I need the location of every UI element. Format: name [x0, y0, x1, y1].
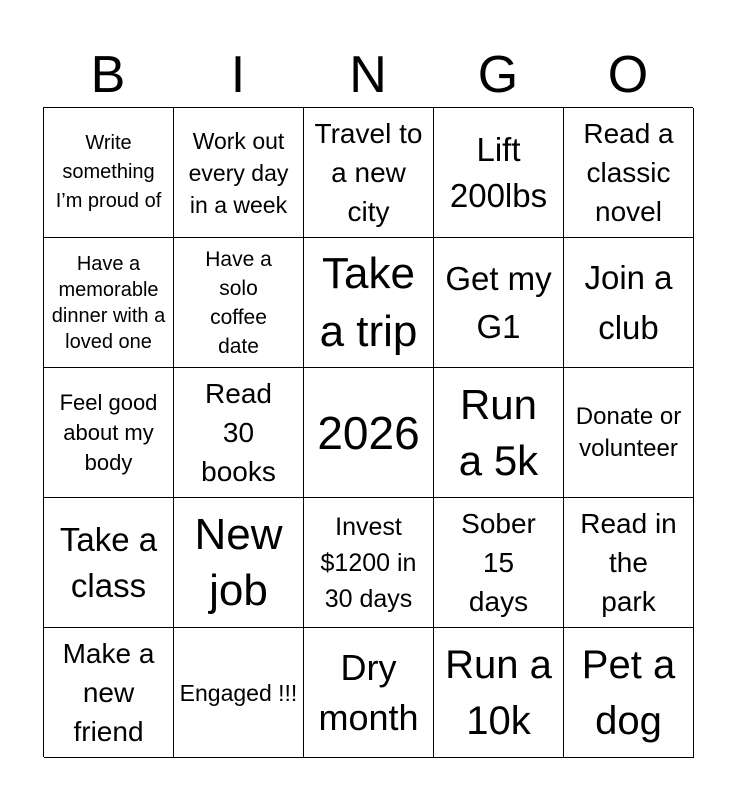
bingo-cell: Donate or volunteer [564, 368, 694, 498]
bingo-cell: Have a solo coffee date [174, 238, 304, 368]
bingo-cell: Make a new friend [44, 628, 174, 758]
bingo-cell: Invest $1200 in 30 days [304, 498, 434, 628]
bingo-cell: Read a classic novel [564, 108, 694, 238]
bingo-cell: Take a trip [304, 238, 434, 368]
bingo-cell: Dry month [304, 628, 434, 758]
bingo-cell: Feel good about my body [44, 368, 174, 498]
bingo-cell: Read 30 books [174, 368, 304, 498]
bingo-cell: Have a memorable dinner with a loved one [44, 238, 174, 368]
bingo-cell: Pet a dog [564, 628, 694, 758]
bingo-cell: Travel to a new city [304, 108, 434, 238]
bingo-cell: Write something I’m proud of [44, 108, 174, 238]
bingo-header [43, 44, 693, 106]
bingo-cell: 2026 [304, 368, 434, 498]
bingo-cell: Lift 200lbs [434, 108, 564, 238]
bingo-cell: Run a 5k [434, 368, 564, 498]
bingo-cell: Take a class [44, 498, 174, 628]
bingo-cell: Engaged !!! [174, 628, 304, 758]
bingo-card-grid [43, 107, 693, 757]
header-letter-b: B [90, 46, 126, 104]
header-letter-g: G [477, 46, 519, 104]
bingo-cell: New job [174, 498, 304, 628]
header-letter-n: N [349, 46, 387, 104]
bingo-cell: Get my G1 [434, 238, 564, 368]
bingo-cell: Work out every day in a week [174, 108, 304, 238]
header-letter-i: I [230, 46, 246, 104]
bingo-cell: Run a 10k [434, 628, 564, 758]
bingo-cell: Read in the park [564, 498, 694, 628]
header-letter-o: O [607, 46, 649, 104]
bingo-cell: Join a club [564, 238, 694, 368]
bingo-cell: Sober 15 days [434, 498, 564, 628]
